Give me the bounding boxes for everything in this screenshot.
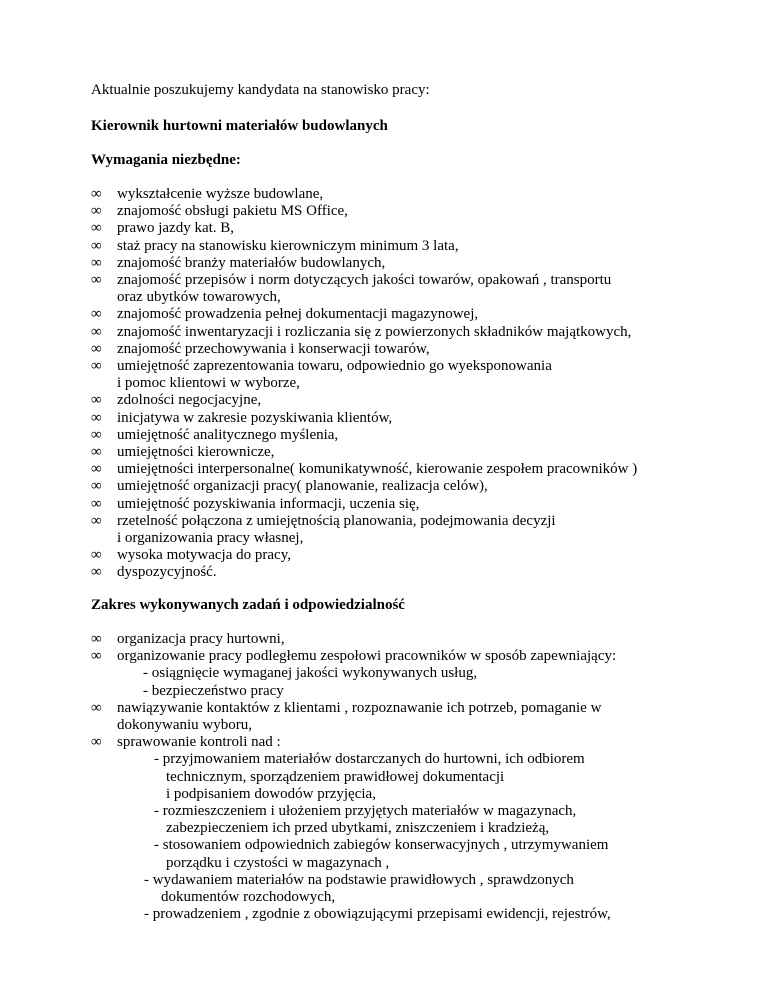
list-item <box>91 255 637 272</box>
list-item-text: umiejętność zaprezentowania towaru, odpowiednio go wyeksponowania <box>117 358 552 375</box>
infinity-bullet-icon: ∞ <box>91 478 102 495</box>
infinity-bullet-icon: ∞ <box>91 426 102 443</box>
infinity-bullet-icon: ∞ <box>91 648 102 665</box>
list-item-text: umiejętność analitycznego myślenia, <box>117 426 339 443</box>
sub-item-text: dokumentów rozchodowych, <box>161 889 336 906</box>
list-item-text: nawiązywanie kontaktów z klientami , rozpoznawanie ich potrzeb, pomaganie w <box>117 699 602 716</box>
infinity-bullet-icon: ∞ <box>91 306 102 323</box>
list-item <box>91 427 637 444</box>
infinity-bullet-icon: ∞ <box>91 186 102 202</box>
list-item-text: znajomość prowadzenia pełnej dokumentacji magazynowej, <box>117 306 479 323</box>
list-item <box>91 410 637 427</box>
infinity-bullet-icon: ∞ <box>91 323 102 340</box>
list-item <box>91 513 637 547</box>
sub-item-text: i podpisaniem dowodów przyjęcia, <box>166 785 376 802</box>
list-item-text: umiejętności kierownicze, <box>117 444 275 461</box>
infinity-bullet-icon: ∞ <box>91 254 102 271</box>
list-item-text: umiejętność organizacji pracy( planowanie, realizacja celów), <box>117 478 488 495</box>
list-item-text: i pomoc klientowi w wyborze, <box>117 375 300 392</box>
sub-item-text: - wydawaniem materiałów na podstawie prawidłowych , sprawdzonych <box>144 871 574 888</box>
list-item-text: znajomość przepisów i norm dotyczących jakości towarów, opakowań , transportu <box>117 272 612 289</box>
infinity-bullet-icon: ∞ <box>91 203 102 220</box>
sub-item-text: - osiągnięcie wymaganej jakości wykonywanych usług, <box>143 665 478 682</box>
infinity-bullet-icon: ∞ <box>91 512 102 529</box>
list-item-text: umiejętności interpersonalne( komunikatywność, kierowanie zespołem pracowników ) <box>117 461 638 478</box>
list-item <box>91 238 637 255</box>
list-item-text: znajomość przechowywania i konserwacji towarów, <box>117 340 430 357</box>
list-item <box>91 272 637 306</box>
list-item <box>91 392 637 409</box>
list-item <box>91 341 637 358</box>
list-item <box>91 547 637 564</box>
list-item-text: oraz ubytków towarowych, <box>117 289 281 306</box>
sub-item-text: technicznym, sporządzeniem prawidłowej dokumentacji <box>166 768 505 785</box>
requirements-heading: Wymagania niezbędne: <box>91 152 241 168</box>
list-item-text: znajomość obsługi pakietu MS Office, <box>117 203 348 220</box>
list-item-text: zdolności negocjacyjne, <box>117 392 262 409</box>
list-item <box>91 324 637 341</box>
list-item <box>91 496 637 513</box>
sub-item-text: - przyjmowaniem materiałów dostarczanych do hurtowni, ich odbiorem <box>154 751 585 768</box>
sub-item-text: porządku i czystości w magazynach , <box>166 854 390 871</box>
job-title: Kierownik hurtowni materiałów budowlanych <box>91 118 388 134</box>
infinity-bullet-icon: ∞ <box>91 734 102 751</box>
list-item-text: i organizowania pracy własnej, <box>117 530 304 547</box>
list-item <box>91 734 616 923</box>
list-item <box>91 186 637 203</box>
infinity-bullet-icon: ∞ <box>91 237 102 254</box>
list-item-text: inicjatywa w zakresie pozyskiwania klientów, <box>117 409 393 426</box>
list-item-text: organizacja pracy hurtowni, <box>117 631 285 647</box>
list-item <box>91 478 637 495</box>
infinity-bullet-icon: ∞ <box>91 340 102 357</box>
list-item-text: organizowanie pracy podległemu zespołowi pracowników w sposób zapewniający: <box>117 648 617 665</box>
list-item-text: wysoka motywacja do pracy, <box>117 547 291 564</box>
list-item-text: staż pracy na stanowisku kierowniczym minimum 3 lata, <box>117 237 459 254</box>
list-item-text: prawo jazdy kat. B, <box>117 220 235 237</box>
infinity-bullet-icon: ∞ <box>91 495 102 512</box>
list-item <box>91 700 616 734</box>
infinity-bullet-icon: ∞ <box>91 220 102 237</box>
infinity-bullet-icon: ∞ <box>91 358 102 375</box>
list-item-text: sprawowanie kontroli nad : <box>117 734 281 751</box>
list-item <box>91 444 637 461</box>
list-item-text: umiejętność pozyskiwania informacji, uczenia się, <box>117 495 420 512</box>
list-item <box>91 648 616 700</box>
list-item-text: znajomość inwentaryzacji i rozliczania się z powierzonych składników majątkowych, <box>117 323 632 340</box>
responsibilities-list <box>91 631 616 923</box>
list-item <box>91 631 616 648</box>
list-item <box>91 358 637 392</box>
infinity-bullet-icon: ∞ <box>91 699 102 716</box>
infinity-bullet-icon: ∞ <box>91 444 102 461</box>
list-item <box>91 203 637 220</box>
sub-item-text: - bezpieczeństwo pracy <box>143 682 284 699</box>
infinity-bullet-icon: ∞ <box>91 631 102 647</box>
list-item <box>91 564 637 581</box>
infinity-bullet-icon: ∞ <box>91 461 102 478</box>
sub-item-text: - rozmieszczeniem i ułożeniem przyjętych materiałów w magazynach, <box>154 803 577 820</box>
list-item <box>91 306 637 323</box>
sub-item-text: zabezpieczeniem ich przed ubytkami, zniszczeniem i kradzieżą, <box>166 820 550 837</box>
list-item <box>91 461 637 478</box>
infinity-bullet-icon: ∞ <box>91 272 102 289</box>
sub-item-text: - stosowaniem odpowiednich zabiegów konserwacyjnych , utrzymywaniem <box>154 837 609 854</box>
list-item-text: dyspozycyjność. <box>117 564 217 581</box>
infinity-bullet-icon: ∞ <box>91 564 102 581</box>
requirements-list <box>91 186 637 582</box>
list-item-text: znajomość branży materiałów budowlanych, <box>117 254 386 271</box>
list-item <box>91 220 637 237</box>
list-item-text: rzetelność połączona z umiejętnością planowania, podejmowania decyzji <box>117 512 556 529</box>
sub-item-text: - prowadzeniem , zgodnie z obowiązującymi przepisami ewidencji, rejestrów, <box>144 906 611 923</box>
infinity-bullet-icon: ∞ <box>91 547 102 564</box>
infinity-bullet-icon: ∞ <box>91 392 102 409</box>
responsibilities-heading: Zakres wykonywanych zadań i odpowiedzialność <box>91 597 405 613</box>
list-item-text: wykształcenie wyższe budowlane, <box>117 186 324 202</box>
infinity-bullet-icon: ∞ <box>91 409 102 426</box>
intro-text: Aktualnie poszukujemy kandydata na stanowisko pracy: <box>91 82 430 98</box>
list-item-text: dokonywaniu wyboru, <box>117 717 252 734</box>
